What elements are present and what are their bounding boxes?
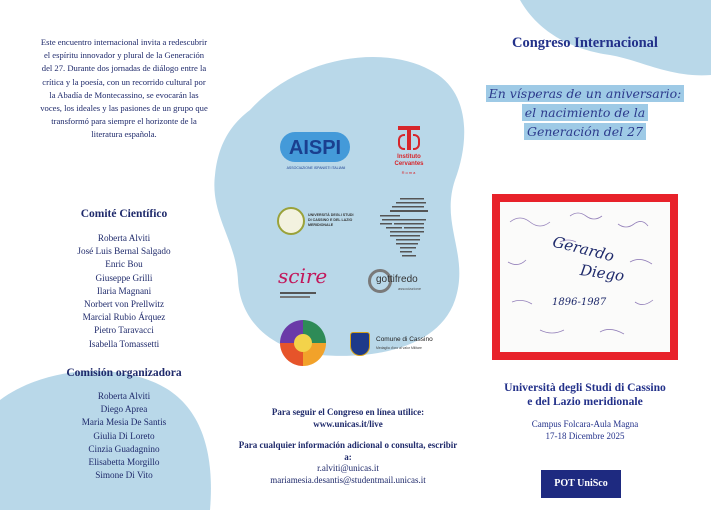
comune-name: Comune di Cassino [376, 336, 433, 343]
comite-cientifico [40, 208, 208, 351]
venue-info [470, 419, 700, 442]
university-name [470, 381, 700, 408]
gottifredo-sub: associazione [398, 286, 422, 291]
congreso-title: Congreso Internacional [512, 35, 658, 51]
list-item: Pietro Taravacci [94, 325, 154, 336]
scire-subtext [280, 292, 316, 294]
comision-organizadora [40, 367, 208, 482]
list-item: Giulia Di Loreto [93, 430, 155, 441]
campus-location: Campus Folcara-Aula Magna [531, 419, 639, 429]
word-cloud-logo [372, 192, 432, 264]
list-item: Maria Mesia De Santis [81, 417, 167, 428]
email-alviti[interactable]: r.alviti@unicas.it [317, 463, 379, 473]
online-label: Para seguir el Congreso en línea utilice: [271, 407, 425, 417]
list-item: Giuseppe Grilli [95, 272, 153, 283]
list-item: José Luis Bernal Salgado [77, 246, 171, 257]
list-item: Enric Bou [105, 259, 143, 270]
list-item: Ilaria Magnani [96, 285, 152, 296]
list-item: Elisabetta Morgillo [88, 457, 160, 468]
list-item: Roberta Alviti [97, 391, 151, 401]
contact-label: Para cualquier información adicional o consulta, escribir a: [238, 440, 458, 462]
gottifredo-logo [366, 269, 432, 299]
intro-text: Este encuentro internacional invita a redescubrir el espíritu innovador y plural de la Generación del 27. Durante dos jornadas de diálogo entre la crítica y la poesía, con un recorrido cultural por la Abadía de Montecassino, se evocarán las voces, los ideales y las pasiones de un grupo que transformó para siempre el horizonte de la literatura española. [40, 37, 208, 140]
contact-info [238, 407, 458, 486]
live-url[interactable]: www.unicas.it/live [313, 418, 383, 429]
gottifredo-name: gottifredo [376, 274, 418, 285]
university-line-1: Università degli Studi di Cassino [504, 381, 666, 394]
list-item: Norbert von Prellwitz [83, 299, 165, 310]
scire-logo-text: scire [278, 264, 328, 288]
aispi-logo-text: AISPI [288, 137, 342, 159]
comite-title: Comité Científico [80, 208, 168, 220]
congreso-subtitle [480, 84, 690, 141]
list-item: Diego Aprea [100, 404, 148, 415]
signature-name-2: Diego [578, 261, 626, 285]
unicas-logo [277, 205, 357, 239]
subtitle-line-1: En vísperas de un aniversario: [486, 85, 685, 102]
comune-cassino-logo [350, 330, 450, 360]
aispi-subtitle: ASSOCIAZIONE ISPANISTI ITALIANI [286, 166, 346, 170]
cervantes-city: Roma [401, 170, 417, 175]
list-item: Marcial Rubio Árquez [82, 312, 166, 323]
list-item: Isabella Tomassetti [88, 338, 160, 349]
list-item: Cinzia Guadagnino [88, 443, 160, 454]
poster-image-frame [492, 194, 678, 360]
signature-artwork [500, 202, 670, 352]
university-line-2: e del Lazio meridionale [527, 394, 643, 408]
coat-of-arms-icon [350, 332, 370, 356]
unicas-seal-icon [277, 207, 305, 235]
cervantes-logo [384, 124, 434, 178]
aispi-logo [278, 129, 354, 175]
subtitle-line-2: el nacimiento de la [522, 104, 649, 121]
signature-years: 1896-1987 [552, 297, 607, 308]
subtitle-line-3: Generación del 27 [524, 123, 646, 140]
unicas-name: UNIVERSITÀ DEGLI STUDI DI CASSINO E DEL LAZIO MERIDIONALE [308, 213, 354, 227]
scire-logo [278, 264, 338, 306]
cervantes-symbol [398, 124, 420, 150]
event-dates: 17-18 Dicembre 2025 [545, 430, 625, 441]
pot-unisco-badge: POT UniSco [541, 470, 621, 498]
list-item: Roberta Alviti [97, 233, 151, 243]
colorful-puzzle-logo [275, 318, 331, 368]
signature-name-1: Gerardo [550, 232, 617, 266]
comune-sub: Medaglia d'oro al valor Militare [376, 346, 422, 350]
list-item: Simone Di Vito [95, 470, 153, 481]
email-desantis[interactable]: mariamesia.desantis@studentmail.unicas.it [270, 474, 426, 485]
cervantes-name: Instituto Cervantes [394, 154, 424, 167]
comision-title: Comisión organizadora [66, 367, 182, 379]
